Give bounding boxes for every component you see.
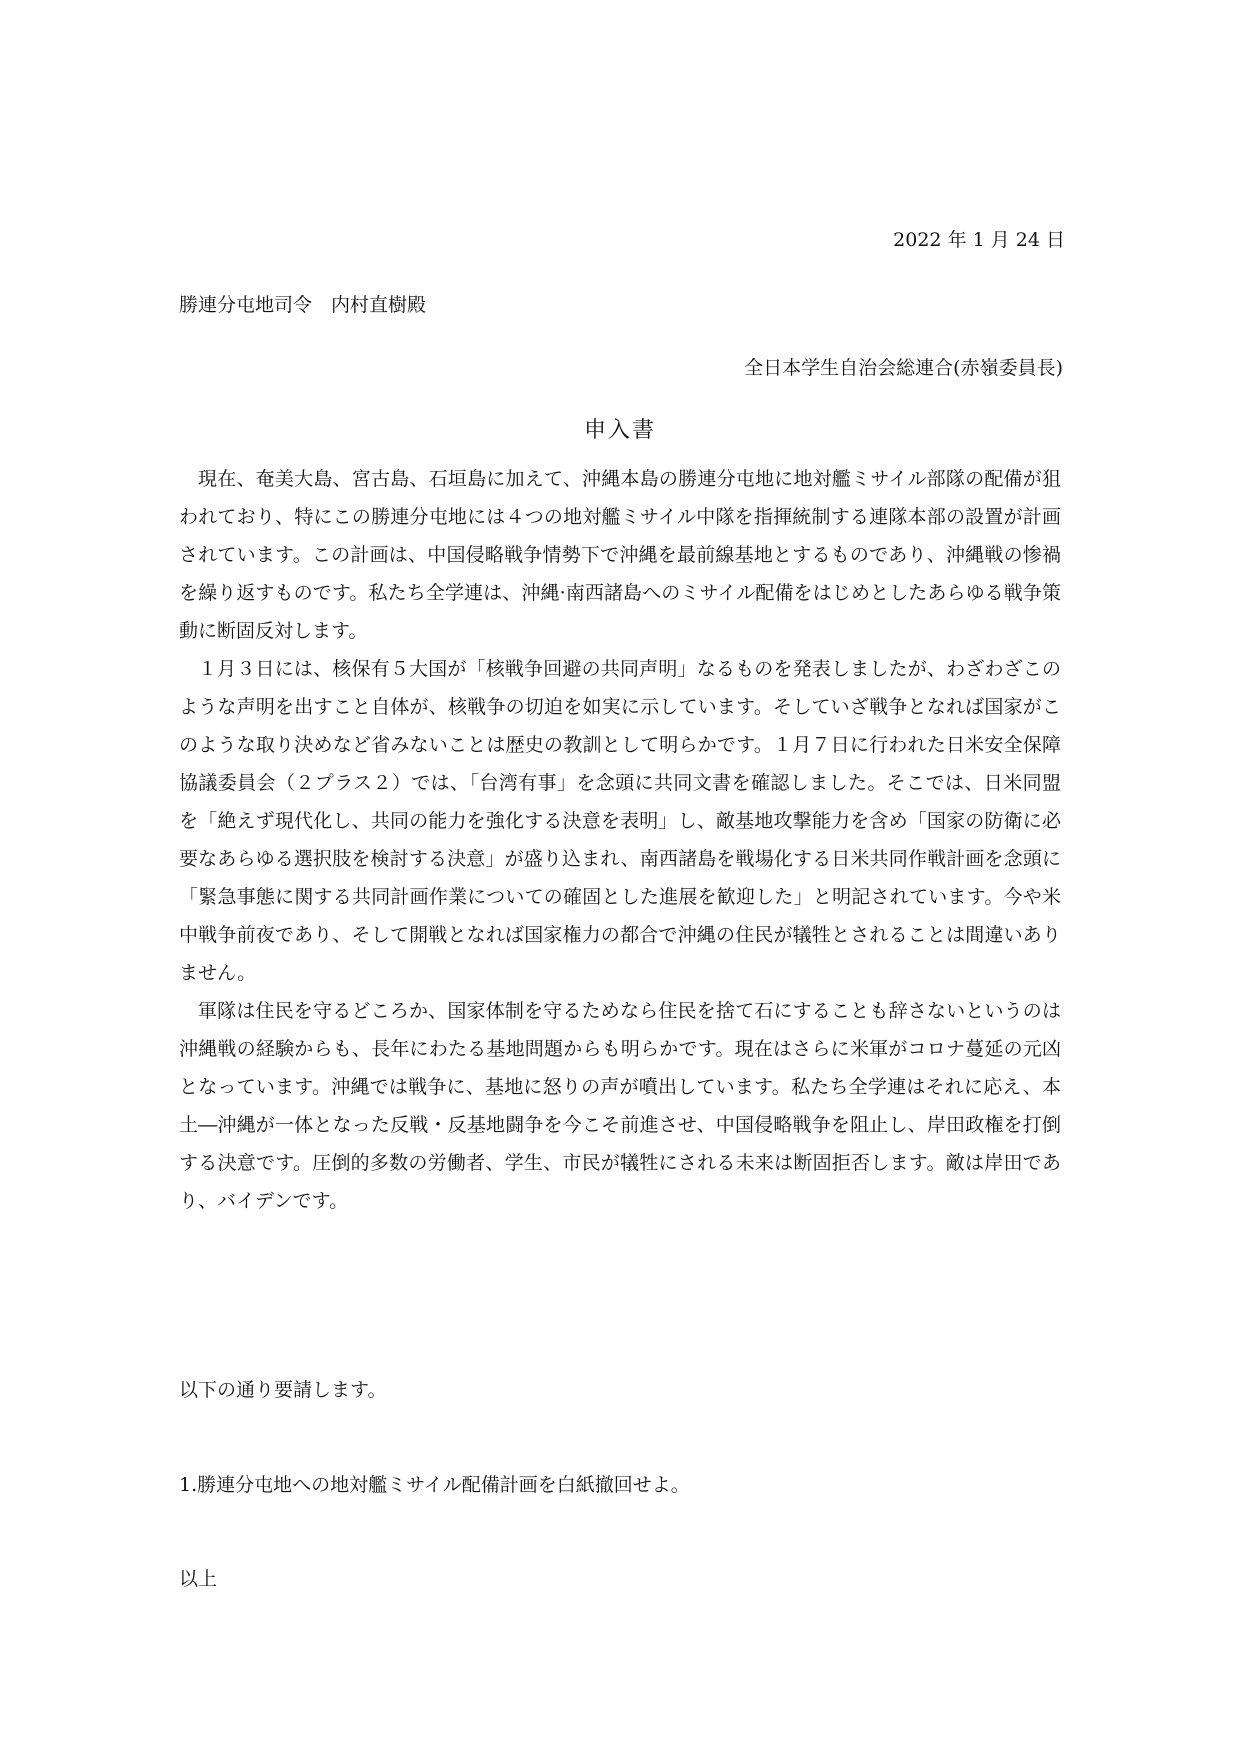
sender: 全日本学生自治会総連合(赤嶺委員長) bbox=[744, 357, 1063, 379]
body-paragraph-1: 現在、奄美大島、宮古島、石垣島に加えて、沖縄本島の勝連分屯地に地対艦ミサイル部隊の配備が狙われており、特にこの勝連分屯地には４つの地対艦ミサイル中隊を指揮統制する連隊本部の設置が計画されています。この計画は、中国侵略戦争情勢下で沖縄を最前線基地とするものであり、沖縄戦の惨禍を繰り返すものです。私たち全学連は、沖縄·南西諸島へのミサイル配備をはじめとしたあらゆる戦争策動に断固反対します。 bbox=[179, 468, 1061, 642]
request-intro: 以下の通り要請します。 bbox=[179, 1379, 387, 1401]
document-body bbox=[179, 460, 1061, 1220]
document-title: 申入書 bbox=[583, 418, 656, 443]
body-paragraph-2: １月３日には、核保有５大国が「核戦争回避の共同声明」なるものを発表しましたが、わざわざこのような声明を出すこと自体が、核戦争の切迫を如実に示しています。そしていざ戦争となれば国家がこのような取り決めなど省みないことは歴史の教訓として明らかです。１月７日に行われた日米安全保障協議委員会（２プラス２）では、「台湾有事」を念頭に共同文書を確認しました。そこでは、日米同盟を「絶えず現代化し、共同の能力を強化する決意を表明」し、敵基地攻撃能力を含め「国家の防衛に必要なあらゆる選択肢を検討する決意」が盛り込まれ、南西諸島を戦場化する日米共同作戦計画を念頭に「緊急事態に関する共同計画作業についての確固とした進展を歓迎した」と明記されています。今や米中戦争前夜であり、そして開戦となれば国家権力の都合で沖縄の住民が犠牲とされることは間違いありません。 bbox=[179, 658, 1061, 984]
body-paragraph-3: 軍隊は住民を守るどころか、国家体制を守るためなら住民を捨て石にすることも辞さないというのは沖縄戦の経験からも、長年にわたる基地問題からも明らかです。現在はさらに米軍がコロナ蔓延の元凶となっています。沖縄では戦争に、基地に怒りの声が噴出しています。私たち全学連はそれに応え、本土―沖縄が一体となった反戦・反基地闘争を今こそ前進させ、中国侵略戦争を阻止し、岸田政権を打倒する決意です。圧倒的多数の労働者、学生、市民が犠牲にされる未来は断固拒否します。敵は岸田であり、バイデンです。 bbox=[179, 1000, 1061, 1212]
closing: 以上 bbox=[179, 1568, 218, 1590]
request-item: 1.勝連分屯地への地対艦ミサイル配備計画を白紙撤回せよ。 bbox=[179, 1474, 690, 1496]
document-date: 2022 年 1 月 24 日 bbox=[893, 229, 1065, 251]
addressee: 勝連分屯地司令 内村直樹殿 bbox=[179, 294, 427, 316]
